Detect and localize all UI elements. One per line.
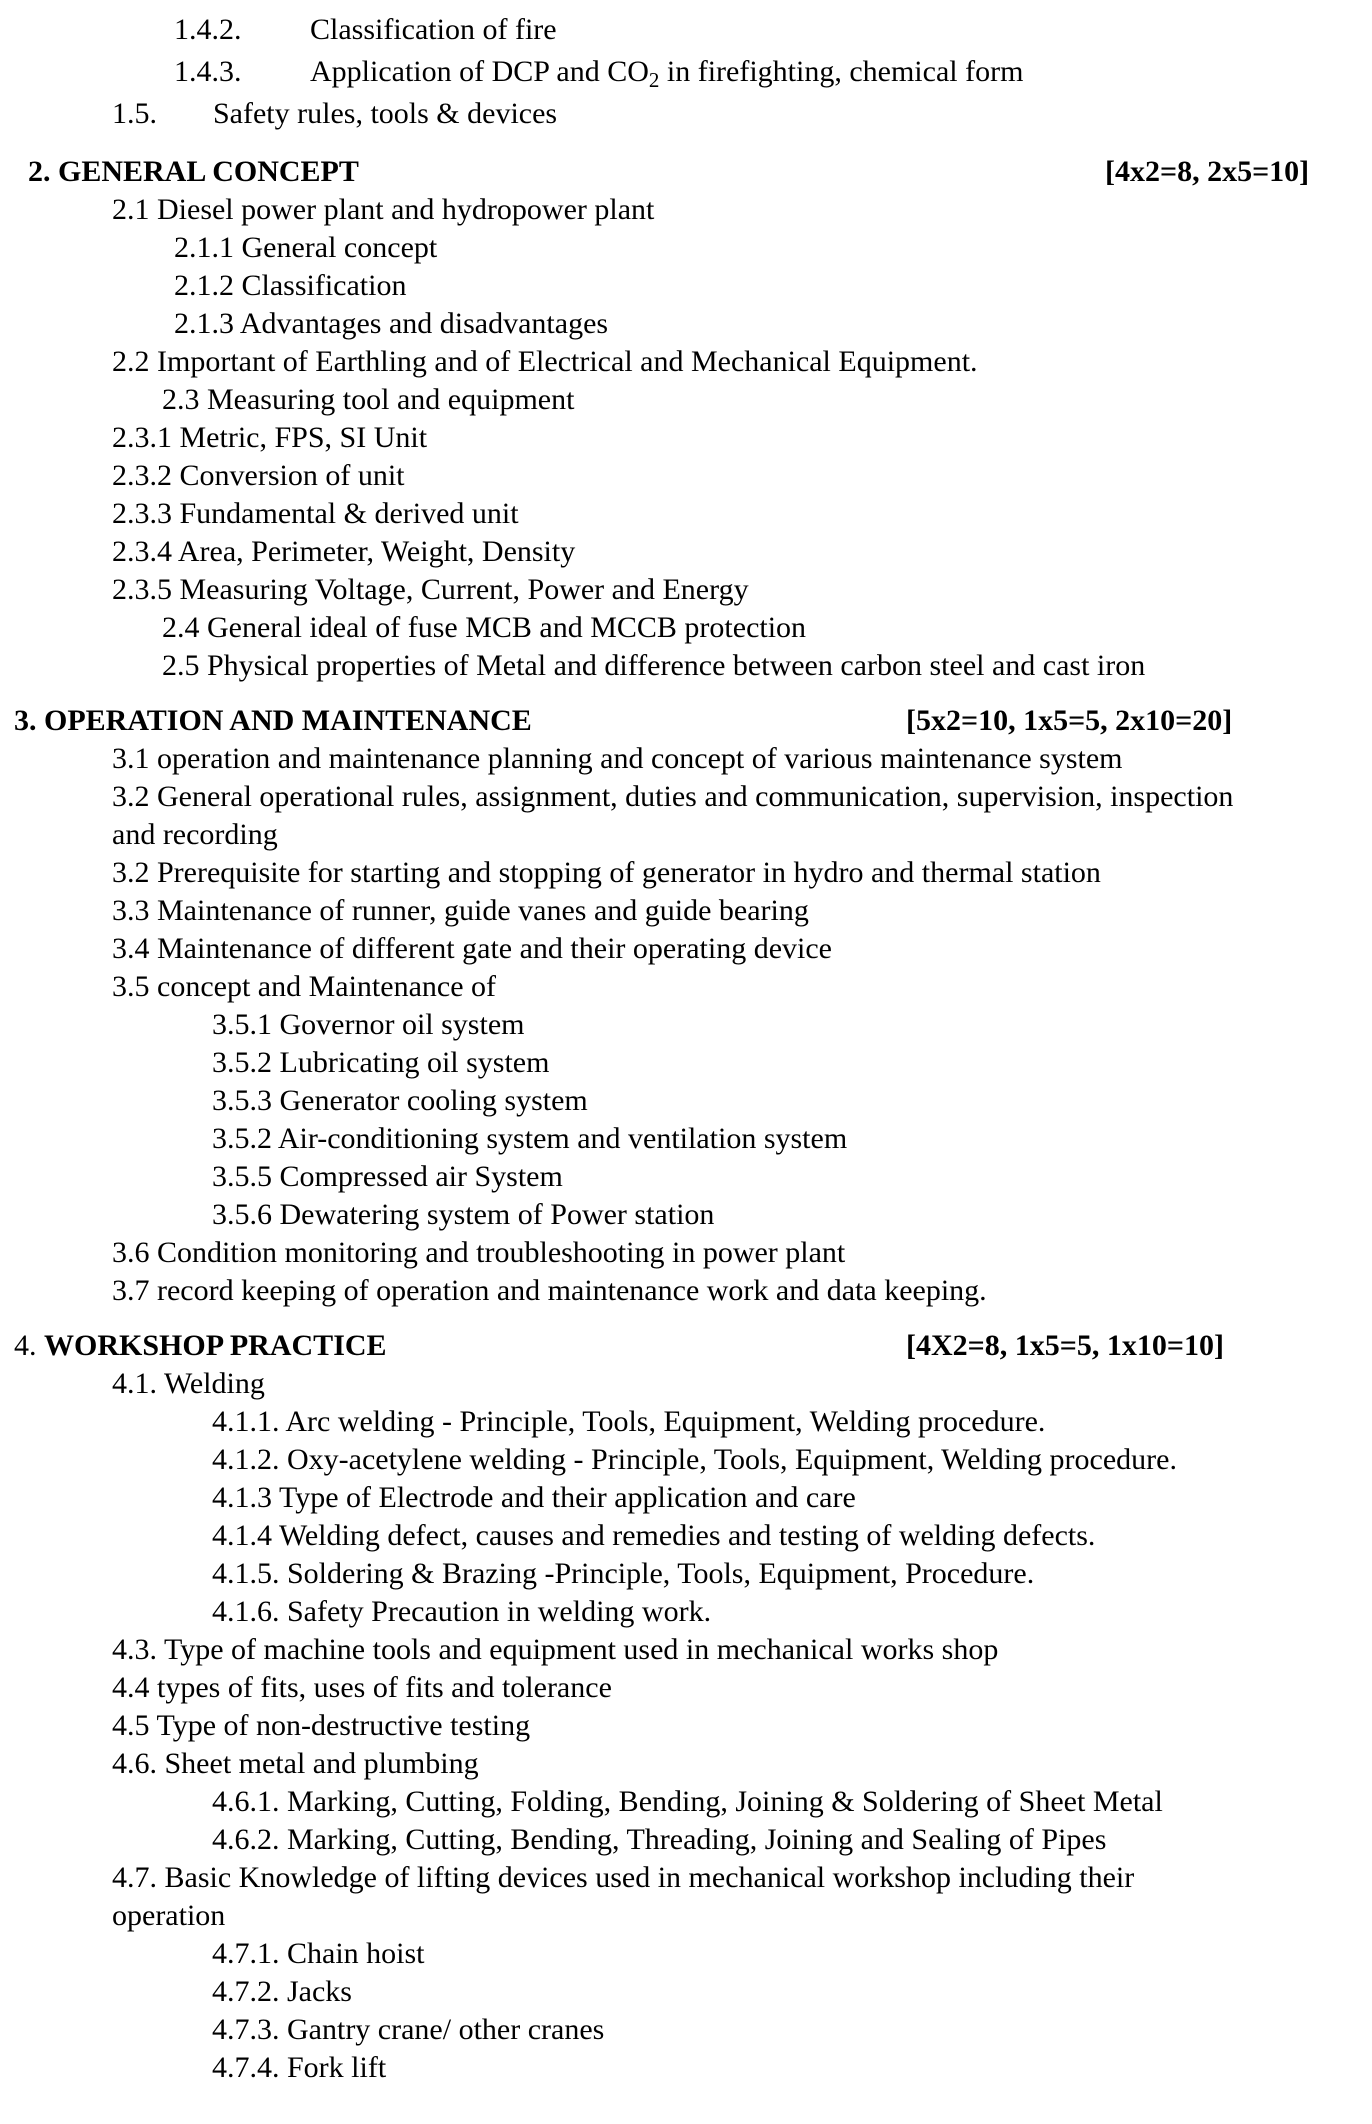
list-item: 2.3.1 Metric, FPS, SI Unit [112, 421, 428, 454]
list-item: 4.7.1. Chain hoist [212, 1937, 425, 1970]
list-item: 4.5 Type of non-destructive testing [112, 1709, 531, 1742]
list-item: and recording [112, 818, 278, 851]
list-item: 1.5. Safety rules, tools & devices [112, 97, 558, 130]
list-item: 4.6. Sheet metal and plumbing [112, 1747, 479, 1780]
list-item: 2.3.5 Measuring Voltage, Current, Power and Energy [112, 573, 749, 606]
list-item: 1.4.3. Application of DCP and $CO_2$ in firefighting, chemical form [174, 55, 1024, 93]
marks-allocation: [4x2=8, 2x5=10] [1105, 155, 1310, 188]
section-heading: 3. OPERATION AND MAINTENANCE [14, 704, 532, 737]
list-item: 4.1. Welding [112, 1367, 265, 1400]
list-item: 2.2 Important of Earthling and of Electrical and Mechanical Equipment. [112, 345, 978, 378]
list-item: 2.3.2 Conversion of unit [112, 459, 405, 492]
list-item: 2.3.4 Area, Perimeter, Weight, Density [112, 535, 576, 568]
list-item: 3.3 Maintenance of runner, guide vanes and guide bearing [112, 894, 809, 927]
list-item: 3.6 Condition monitoring and troubleshooting in power plant [112, 1236, 846, 1269]
list-item: operation [112, 1899, 226, 1932]
list-item: 4.3. Type of machine tools and equipment used in mechanical works shop [112, 1633, 999, 1666]
list-item: 1.4.2. Classification of fire [174, 13, 557, 46]
list-item: 4.7.2. Jacks [212, 1975, 352, 2008]
list-item: 3.5.2 Air-conditioning system and ventilation system [212, 1122, 848, 1155]
list-item: 4.7.3. Gantry crane/ other cranes [212, 2013, 605, 2046]
list-item: 2.3 Measuring tool and equipment [162, 383, 575, 416]
list-item: 4.7. Basic Knowledge of lifting devices used in mechanical workshop including their [112, 1861, 1135, 1894]
list-item: 3.5.6 Dewatering system of Power station [212, 1198, 715, 1231]
list-item: 4.1.3 Type of Electrode and their application and care [212, 1481, 856, 1514]
list-item: 4.1.1. Arc welding - Principle, Tools, Equipment, Welding procedure. [212, 1405, 1046, 1438]
list-item: 2.4 General ideal of fuse MCB and MCCB protection [162, 611, 807, 644]
list-item: 4.1.2. Oxy-acetylene welding - Principle, Tools, Equipment, Welding procedure. [212, 1443, 1177, 1476]
list-item: 4.4 types of fits, uses of fits and tolerance [112, 1671, 612, 1704]
marks-allocation: [5x2=10, 1x5=5, 2x10=20] [906, 704, 1233, 737]
list-item: 3.5.1 Governor oil system [212, 1008, 525, 1041]
list-item: 3.7 record keeping of operation and maintenance work and data keeping. [112, 1274, 987, 1307]
list-item: 2.3.3 Fundamental & derived unit [112, 497, 519, 530]
marks-allocation: [4X2=8, 1x5=5, 1x10=10] [906, 1329, 1224, 1362]
list-item: 3.5 concept and Maintenance of [112, 970, 497, 1003]
list-item: 2.1 Diesel power plant and hydropower plant [112, 193, 655, 226]
list-item: 3.1 operation and maintenance planning and concept of various maintenance system [112, 742, 1123, 775]
section-heading: 4. WORKSHOP PRACTICE [14, 1329, 387, 1362]
list-item: 3.2 Prerequisite for starting and stopping of generator in hydro and thermal station [112, 856, 1101, 889]
list-item: 4.6.2. Marking, Cutting, Bending, Threading, Joining and Sealing of Pipes [212, 1823, 1107, 1856]
list-item: 2.1.3 Advantages and disadvantages [174, 307, 609, 340]
list-item: 4.7.4. Fork lift [212, 2051, 387, 2084]
list-item: 4.1.4 Welding defect, causes and remedies and testing of welding defects. [212, 1519, 1096, 1552]
list-item: 3.4 Maintenance of different gate and their operating device [112, 932, 832, 965]
list-item: 3.5.2 Lubricating oil system [212, 1046, 550, 1079]
section-heading: 2. GENERAL CONCEPT [28, 155, 359, 188]
list-item: 4.6.1. Marking, Cutting, Folding, Bending, Joining & Soldering of Sheet Metal [212, 1785, 1163, 1818]
list-item: 3.2 General operational rules, assignment, duties and communication, supervision, inspection [112, 780, 1234, 813]
list-item: 4.1.6. Safety Precaution in welding work. [212, 1595, 712, 1628]
list-item: 3.5.5 Compressed air System [212, 1160, 563, 1193]
list-item: 2.1.1 General concept [174, 231, 438, 264]
list-item: 4.1.5. Soldering & Brazing -Principle, Tools, Equipment, Procedure. [212, 1557, 1035, 1590]
list-item: 2.1.2 Classification [174, 269, 407, 302]
list-item: 2.5 Physical properties of Metal and difference between carbon steel and cast iron [162, 649, 1146, 682]
list-item: 3.5.3 Generator cooling system [212, 1084, 588, 1117]
